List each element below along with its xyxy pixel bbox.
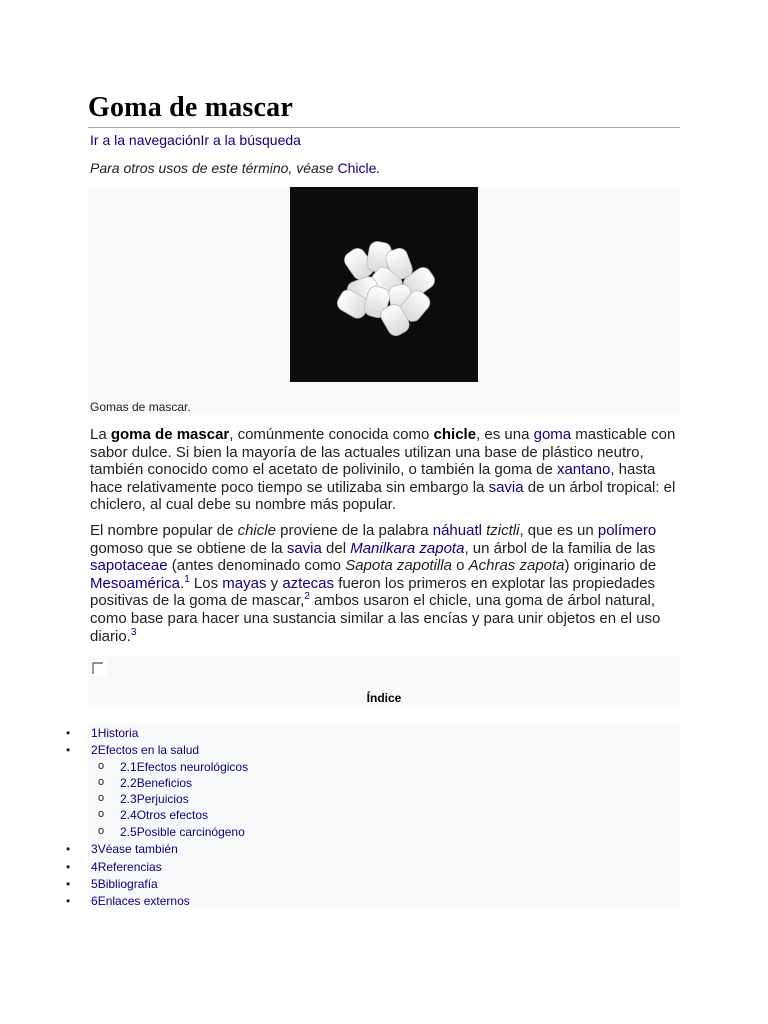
link-savia-2[interactable]: savia <box>286 539 322 557</box>
toc-toggle-checkbox[interactable] <box>90 660 106 676</box>
link-manilkara-zapota[interactable]: Manilkara zapota <box>350 539 465 557</box>
link-aztecas[interactable]: aztecas <box>282 574 335 592</box>
p2-text: ) originario de <box>564 557 657 575</box>
p2-italic: Sapota zapotilla <box>345 557 452 575</box>
page-title: Goma de mascar <box>88 92 293 123</box>
reference-2[interactable]: 2 <box>304 591 310 603</box>
p1-bold-term: chicle <box>433 426 477 443</box>
toc-item-historia[interactable]: • 1Historia <box>66 726 139 740</box>
hatnote-suffix: . <box>376 160 381 176</box>
name-origin-paragraph <box>90 522 680 645</box>
p2-text: Los <box>189 574 223 592</box>
toc-header <box>88 656 680 707</box>
gum-pellets-image <box>290 187 478 382</box>
intro-paragraph <box>90 426 680 514</box>
toc-item-posible-carcinogeno[interactable]: o 2.5Posible carcinógeno <box>98 825 245 839</box>
p2-italic: tzictli <box>486 522 520 539</box>
link-mesoamerica[interactable]: Mesoamérica <box>90 574 181 592</box>
figure-caption: Gomas de mascar. <box>90 400 191 414</box>
p1-text: masticable con sabor dulce. Si bien la mayoría de las actuales utilizan una base de plástico neutro, también conocido como el acetato de polivinilo, o también la goma de <box>90 426 676 479</box>
toc-item-efectos-salud[interactable]: • 2Efectos en la salud <box>66 743 200 757</box>
toc-title: Índice <box>366 691 402 705</box>
p2-italic: Achras zapota <box>468 557 565 575</box>
toc-item-beneficios[interactable]: o 2.2Beneficios <box>98 776 193 790</box>
toc-list <box>66 724 680 908</box>
link-nahuatl[interactable]: náhuatl <box>432 522 482 539</box>
thumbnail-figure <box>88 187 680 415</box>
hatnote-chicle-link[interactable]: Chicle <box>337 160 377 176</box>
reference-1[interactable]: 1 <box>184 573 190 585</box>
title-divider <box>88 127 680 128</box>
hatnote <box>90 160 380 176</box>
toc-item-perjuicios[interactable]: o 2.3Perjuicios <box>98 792 189 806</box>
p2-text: y <box>266 574 283 592</box>
skip-to-search-link[interactable]: Ir a la búsqueda <box>200 132 301 148</box>
toc-item-referencias[interactable]: • 4Referencias <box>66 860 162 874</box>
p2-text: . <box>180 574 185 592</box>
p2-text: (antes denominado como <box>167 557 346 575</box>
p2-text: , que es un <box>519 522 598 539</box>
hatnote-prefix: Para otros usos de este término, véase <box>90 160 338 176</box>
link-polimero[interactable]: polímero <box>597 522 657 539</box>
toc-item-vease-tambien[interactable]: • 3Véase también <box>66 842 178 856</box>
p2-text: , un árbol de la familia de las <box>464 539 656 557</box>
p1-bold-term: goma de mascar <box>110 426 230 443</box>
p2-italic: chicle <box>237 522 276 539</box>
p2-text: proviene de la palabra <box>275 522 433 539</box>
p2-text: gomoso que se obtiene de la <box>90 539 287 557</box>
p2-text: del <box>321 539 351 557</box>
p1-text: de un árbol tropical: el chiclero, al cual debe su nombre más popular. <box>90 478 676 514</box>
chewing-gum-photo[interactable] <box>290 187 478 382</box>
checkbox-icon <box>90 660 106 676</box>
p1-text: , hasta hace relativamente poco tiempo se utilizaba sin embargo la <box>90 461 656 496</box>
toc-item-bibliografia[interactable]: • 5Bibliografía <box>66 877 158 891</box>
p2-text: o <box>451 557 469 575</box>
link-sapotaceae[interactable]: sapotaceae <box>90 557 168 575</box>
skip-to-navigation-link[interactable]: Ir a la navegación <box>90 132 201 148</box>
reference-3[interactable]: 3 <box>130 626 137 638</box>
link-goma[interactable]: goma <box>533 426 572 443</box>
link-xantano[interactable]: xantano <box>556 461 611 479</box>
p1-text: , es una <box>476 426 534 443</box>
toc-item-enlaces-externos[interactable]: • 6Enlaces externos <box>66 894 190 908</box>
p1-text: La <box>90 426 111 443</box>
p2-text: ambos usaron el chicle, una goma de árbol natural, como base para hacer una sustancia similar a las encías y para unir objetos en el uso diario. <box>90 592 661 645</box>
toc-item-otros-efectos[interactable]: o 2.4Otros efectos <box>98 808 209 822</box>
link-mayas[interactable]: mayas <box>222 574 267 592</box>
toc-item-efectos-neurologicos[interactable]: o 2.1Efectos neurológicos <box>98 760 249 774</box>
p1-text: , comúnmente conocida como <box>229 426 434 443</box>
p2-text: El nombre popular de <box>90 522 238 539</box>
p2-text: fueron los primeros en explotar las propiedades positivas de la goma de mascar, <box>90 574 656 610</box>
skip-links <box>90 132 301 148</box>
link-savia[interactable]: savia <box>488 478 524 496</box>
